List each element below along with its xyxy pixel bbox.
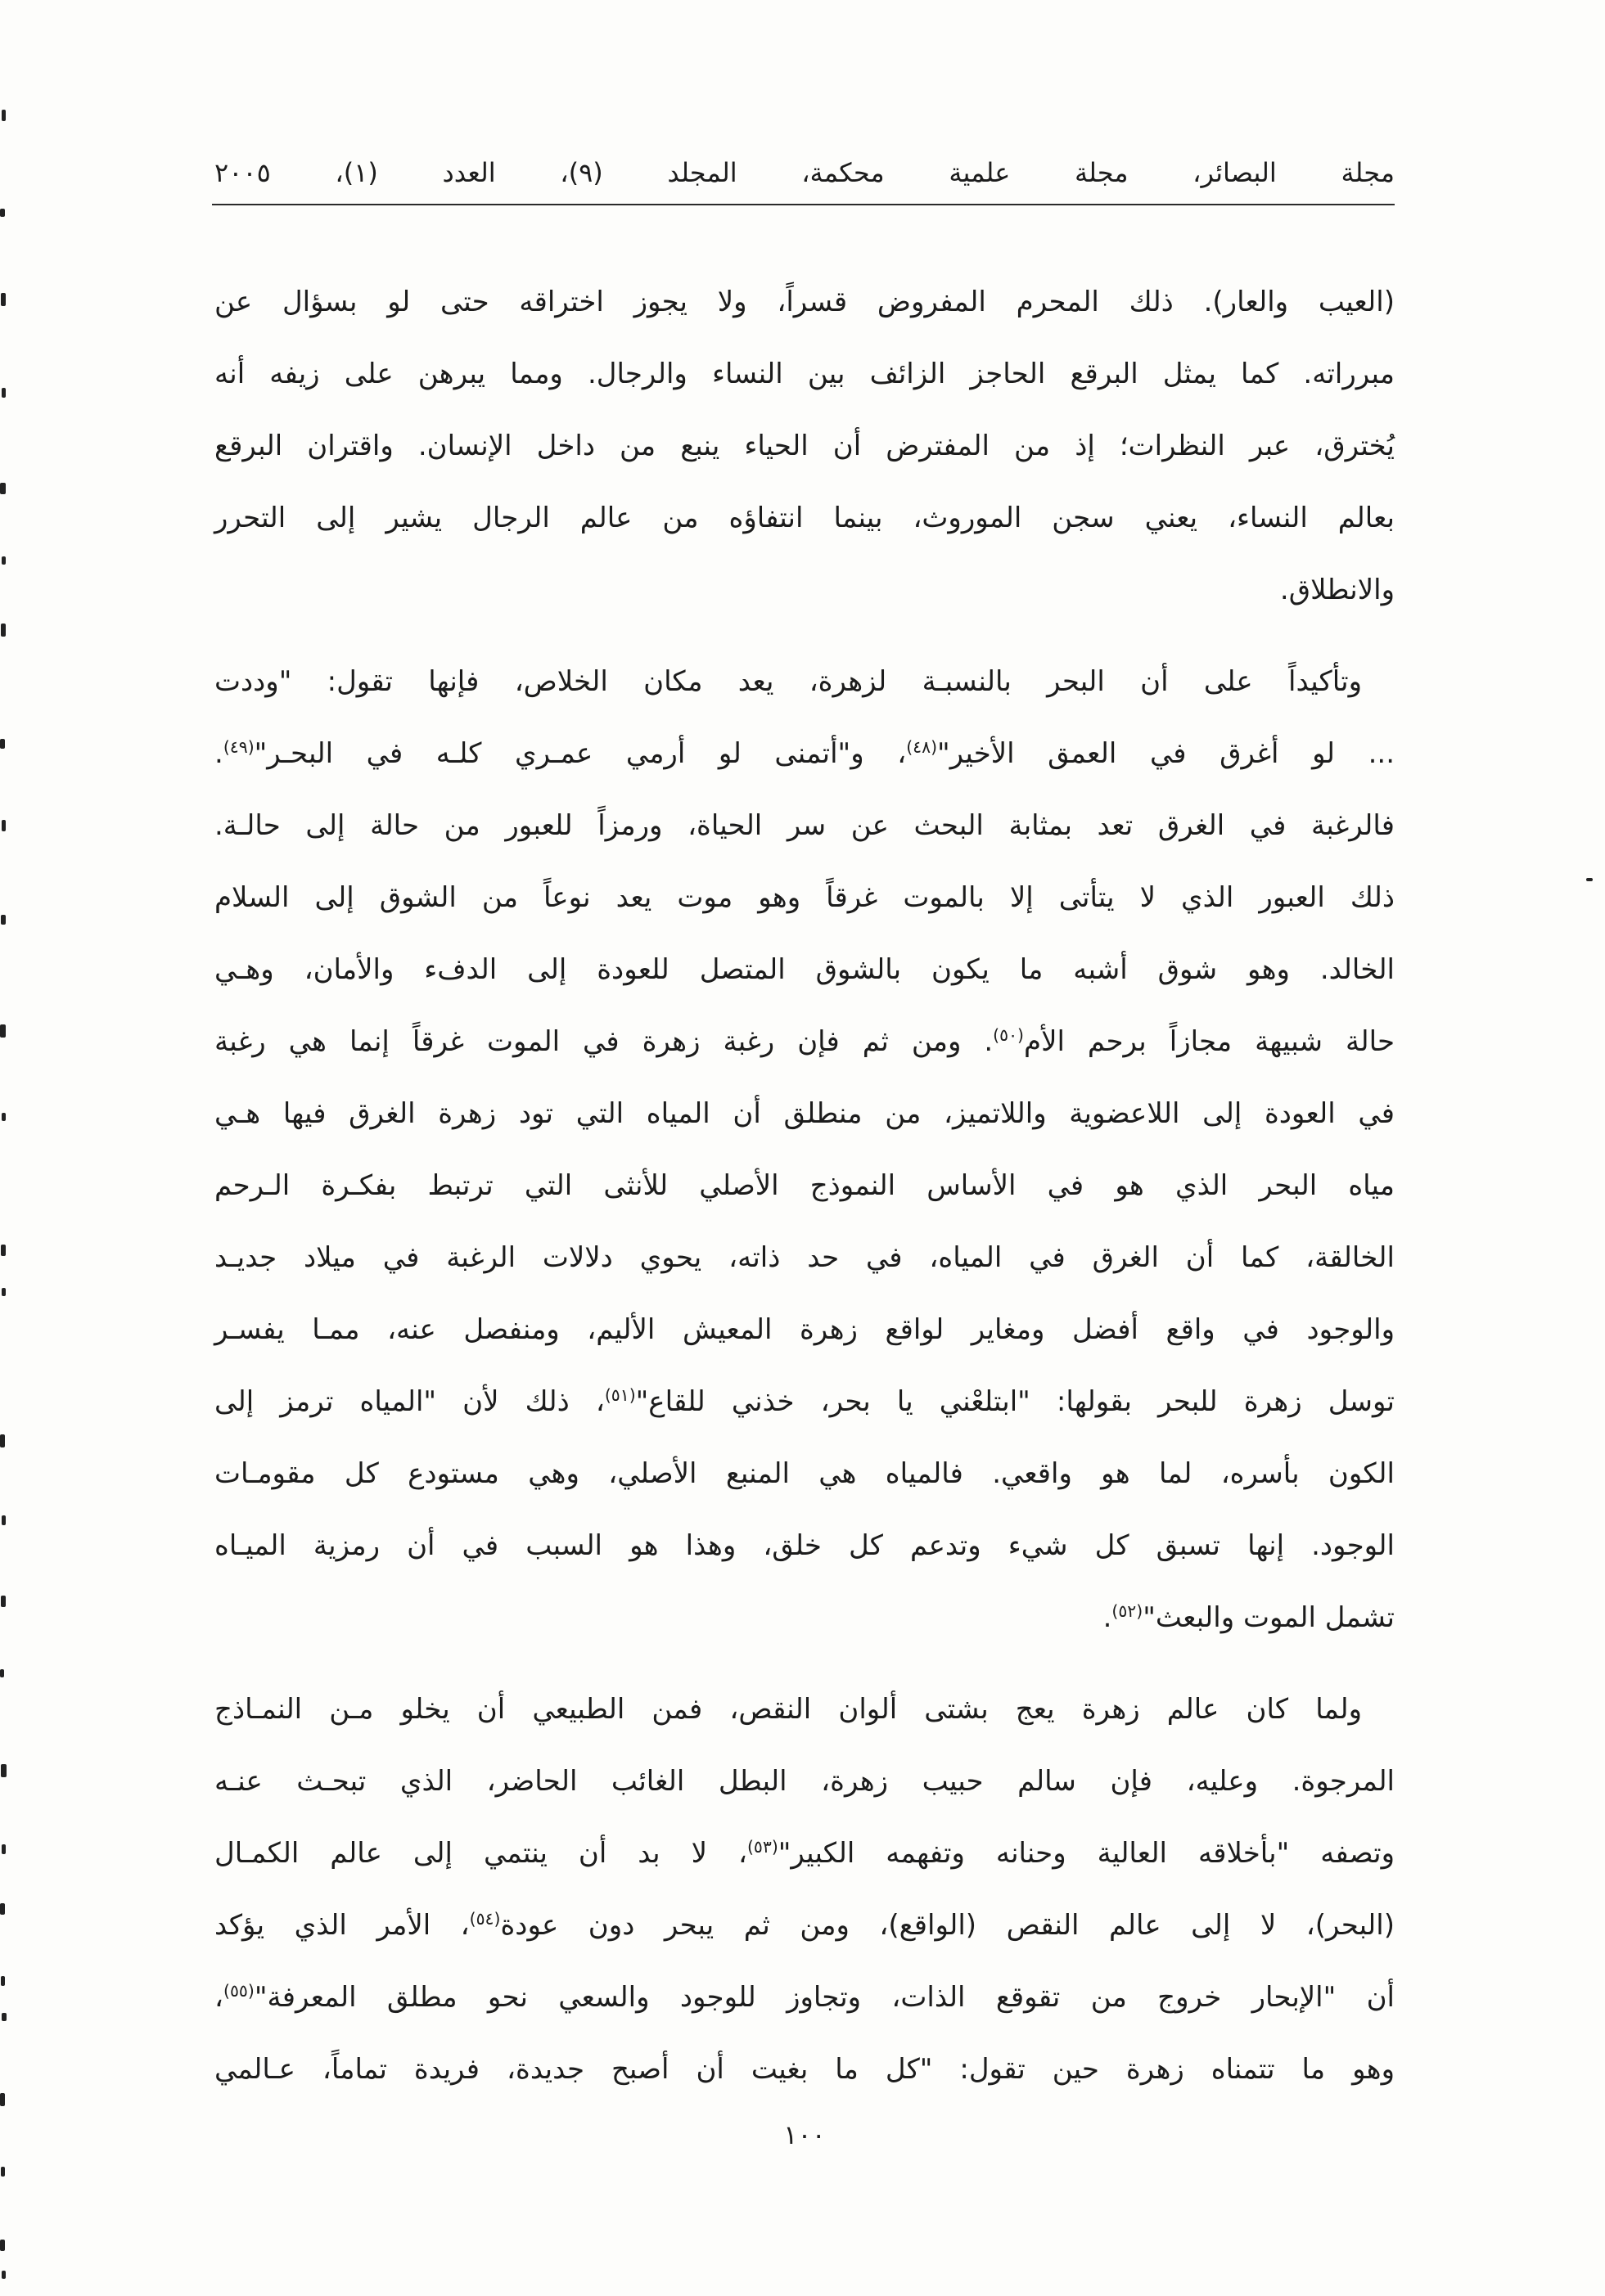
scan-mark [0, 483, 6, 494]
scan-mark [2, 2013, 7, 2021]
header-rule [212, 204, 1395, 205]
text-line [214, 1745, 1395, 1817]
journal-header: مجلة البصائر، مجلة علمية محكمة، المجلد (٩)، العدد (١)، ٢٠٠٥ [214, 157, 1395, 188]
text-line [214, 554, 1395, 626]
text-segment: . [1102, 1601, 1112, 1634]
footnote-ref: (٥٤) [469, 1908, 501, 1929]
text-line [214, 2033, 1395, 2105]
body-text [214, 266, 1395, 2125]
scan-mark [1, 2167, 5, 2177]
text-line [214, 1006, 1395, 1078]
text-segment: الكون بأسره، لما هو واقعي. فالمياه هي المنبع الأصلي، وهي مستودع كل مقومـات [214, 1457, 1395, 1490]
text-segment: مياه البحر الذي هو في الأساس النموذج الأصلي للأنثى التي ترتبط بفكـرة الـرحم [214, 1169, 1395, 1202]
text-segment: ... لو أغرق في العمق الأخير" [937, 737, 1395, 770]
text-segment: وهو ما تتمناه زهرة حين تقول: "كل ما بغيت أن أصبح جديدة، فريدة تماماً، عـالمي [214, 2053, 1395, 2086]
text-segment: الخالد. وهو شوق أشبه ما يكون بالشوق المتصل للعودة إلى الدفء والأمان، وهـي [214, 953, 1395, 986]
scan-mark [1, 293, 6, 306]
paragraph [214, 646, 1395, 1654]
text-segment: المرجوة. وعليه، فإن سالم حبيب زهرة، البطل الغائب الحاضر، الذي تبحـث عنـه [214, 1765, 1395, 1798]
footnote-ref: (٥٣) [746, 1836, 778, 1857]
text-segment: ، ذلك لأن "المياه ترمز إلى [214, 1385, 605, 1418]
scan-mark [0, 1024, 6, 1038]
text-segment: والوجود في واقع أفضل ومغاير لواقع زهرة المعيش الأليم، ومنفصل عنه، ممـا يفسـر [214, 1313, 1395, 1346]
text-line [214, 1438, 1395, 1510]
scan-mark [0, 1434, 5, 1447]
text-segment: مبرراته. كما يمثل البرقع الحاجز الزائف بين النساء والرجال. ومما يبرهن على زيفه أنه [214, 358, 1395, 390]
text-line [214, 1510, 1395, 1582]
scan-mark [2, 388, 6, 398]
text-segment: ، [214, 1981, 223, 2014]
text-segment: أن "الإبحار خروج من تقوقع الذات، وتجاوز للوجود والسعي نحو مطلق المعرفة" [254, 1981, 1395, 2014]
page-number: ١٠٠ [783, 2119, 826, 2150]
scan-mark [2, 820, 6, 831]
text-segment: ، و"أتمنى لو أرمي عمـري كلـه في البحـر" [254, 737, 907, 770]
text-segment: والانطلاق. [1279, 574, 1395, 606]
text-line [214, 790, 1395, 862]
scan-mark [1, 1976, 5, 1986]
scan-mark [2, 1844, 6, 1854]
text-line [214, 338, 1395, 410]
scan-mark [0, 739, 5, 749]
scan-mark [0, 2240, 5, 2251]
text-line [214, 718, 1395, 790]
text-line [214, 934, 1395, 1006]
text-segment: ، الأمر الذي يؤكد [214, 1909, 470, 1942]
footnote-ref: (٤٨) [906, 736, 938, 757]
text-line [214, 410, 1395, 482]
scan-mark [1, 1596, 6, 1607]
scan-mark [0, 209, 5, 217]
text-segment: في العودة إلى اللاعضوية واللاتميز، من منطلق أن المياه التي تود زهرة الغرق فيها هـي [214, 1097, 1395, 1130]
scan-mark [2, 110, 6, 121]
text-line [214, 1817, 1395, 1889]
scan-mark [1, 1764, 7, 1777]
text-segment: (البحر)، لا إلى عالم النقص (الواقع)، ومن ثم يبحر دون عودة [500, 1909, 1395, 1942]
scan-mark [2, 1113, 6, 1121]
text-segment: تشمل الموت والبعث" [1143, 1601, 1395, 1634]
scan-mark [2, 1515, 6, 1525]
text-segment: فالرغبة في الغرق تعد بمثابة البحث عن سر الحياة، ورمزاً للعبور من حالة إلى حالـة. [214, 809, 1395, 842]
text-segment: . ومن ثم فإن رغبة زهرة في الموت غرقاً إنما هي رغبة [214, 1025, 994, 1058]
scan-mark [1, 915, 6, 925]
text-line [214, 646, 1395, 718]
text-line [214, 1673, 1395, 1745]
scan-mark [0, 2093, 5, 2106]
text-line [214, 266, 1395, 338]
scan-mark [2, 1288, 6, 1296]
scan-mark [2, 556, 6, 565]
footnote-ref: (٥٠) [993, 1024, 1025, 1045]
text-segment: وتأكيداً على أن البحر بالنسبـة لزهرة، يعد مكان الخلاص، فإنها تقول: "وددت [214, 665, 1362, 698]
text-segment: حالة شبيهة مجازاً برحم الأم [1024, 1025, 1395, 1058]
footnote-ref: (٥٢) [1111, 1600, 1143, 1621]
text-line [214, 1961, 1395, 2033]
scan-mark [1, 1245, 6, 1256]
scan-mark [2, 2271, 6, 2279]
text-segment: يُخترق، عبر النظرات؛ إذ من المفترض أن الحياء ينبع من داخل الإنسان. واقتران البرقع [214, 430, 1395, 462]
paragraph [214, 1673, 1395, 2105]
text-segment: (العيب والعار). ذلك المحرم المفروض قسراً، ولا يجوز اختراقه حتى لو بسؤال عن [214, 286, 1395, 318]
text-line [214, 1150, 1395, 1222]
scan-mark [0, 1669, 4, 1677]
scan-mark [0, 1903, 5, 1915]
text-line [214, 1078, 1395, 1150]
text-segment: وتصفه "بأخلاقه العالية وحنانه وتفهمه الكبير" [778, 1837, 1395, 1870]
text-line [214, 482, 1395, 554]
text-segment: ذلك العبور الذي لا يتأتى إلا بالموت غرقاً وهو موت يعد نوعاً من الشوق إلى السلام [214, 881, 1395, 914]
footnote-ref: (٤٩) [223, 736, 255, 757]
text-segment: ، لا بد أن ينتمي إلى عالم الكمـال [214, 1837, 747, 1870]
text-segment: الوجود. إنها تسبق كل شيء وتدعم كل خلق، وهذا هو السبب في أن رمزية الميـاه [214, 1529, 1395, 1562]
text-line [214, 1889, 1395, 1961]
text-segment: بعالم النساء، يعني سجن الموروث، بينما انتفاؤه من عالم الرجال يشير إلى التحرر [214, 502, 1395, 534]
paragraph [214, 266, 1395, 626]
scan-mark [1, 624, 6, 637]
text-line [214, 1366, 1395, 1438]
text-line [214, 1222, 1395, 1294]
text-line [214, 862, 1395, 934]
scan-mark [1586, 878, 1593, 881]
text-segment: ولما كان عالم زهرة يعج بشتى ألوان النقص، فمن الطبيعي أن يخلو مـن النمـاذج [214, 1693, 1362, 1726]
footnote-ref: (٥٥) [223, 1980, 255, 2001]
footnote-ref: (٥١) [604, 1384, 636, 1405]
text-segment: توسل زهرة للبحر بقولها: "ابتلعْني يا بحر، خذني للقاع" [635, 1385, 1395, 1418]
text-line [214, 1294, 1395, 1366]
text-segment: الخالقة، كما أن الغرق في المياه، في حد ذاته، يحوي دلالات الرغبة في ميلاد جديـد [214, 1241, 1395, 1274]
text-segment: . [214, 737, 223, 770]
text-line [214, 1582, 1395, 1654]
